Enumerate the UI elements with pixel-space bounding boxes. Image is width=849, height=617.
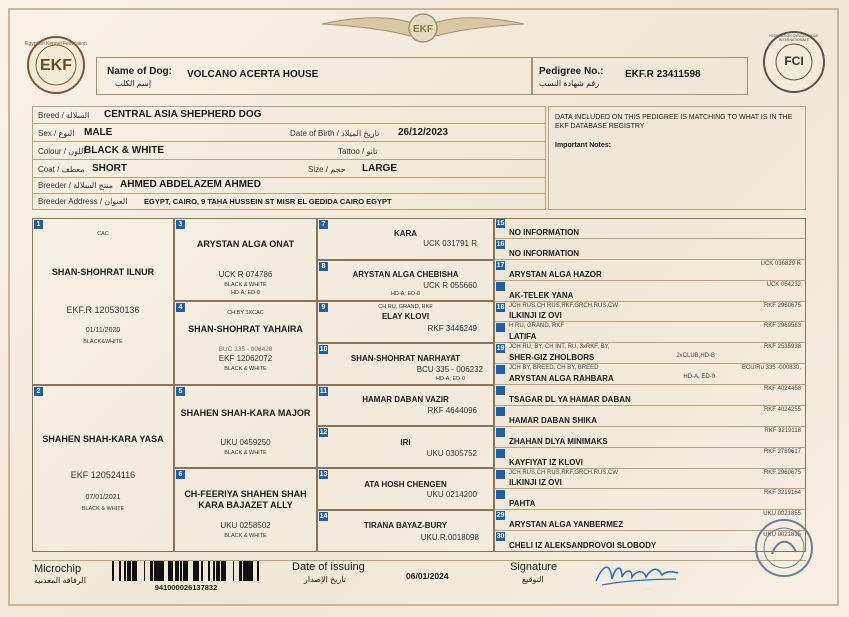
ancestor-name: SHAN-SHOHRAT YAHAIRA [188, 324, 303, 334]
breeder-value: AHMED ABDELAZEM AHMED [120, 179, 261, 190]
ancestor-reg: RKF 4644096 [427, 406, 477, 415]
gen4-column [494, 218, 806, 552]
ancestor-name: NO INFORMATION [509, 227, 580, 237]
ancestor-reg-2: EKF 12062072 [218, 354, 273, 363]
ancestor-number: 30 [496, 533, 505, 541]
microchip-label: Microchip [34, 563, 82, 575]
sex-row [32, 124, 546, 142]
coat-label: Coat / معطف [38, 165, 85, 174]
ancestor-number [496, 282, 505, 291]
gen4-ancestor [494, 281, 806, 302]
ancestor-reg: RKF 4024458 [763, 386, 801, 392]
ancestor-reg: BCU 335 - 006232 [416, 365, 483, 374]
ancestor-number: 6 [176, 470, 185, 479]
ancestor-reg: BUC 335 - 006428 [218, 346, 273, 353]
ancestor-title: JCH RU, BY, CH INT, RU, 3xRKF, BY, [509, 344, 610, 351]
gen3-ancestor [317, 343, 494, 385]
issue-date-value: 06/01/2024 [406, 571, 449, 581]
breeder-address-value: EGYPT, CAIRO, 9 TAHA HUSSEIN ST MISR EL GEDIDA CAIRO EGYPT [144, 197, 392, 206]
ancestor-reg: UKU 0021855 [763, 511, 801, 518]
breeder-address-label: Breeder Address / العنوان [38, 197, 128, 206]
gen4-ancestor [494, 343, 806, 364]
ancestor-color: BLACK & WHITE [224, 533, 267, 539]
ancestor-number [496, 407, 505, 416]
ancestor-number: 19 [496, 345, 505, 353]
ancestor-number: 12 [319, 429, 328, 436]
ancestor-name: TSAGAR DL YA HAMAR DABAN [509, 394, 631, 404]
colour-value: BLACK & WHITE [84, 145, 164, 156]
ancestor-number [496, 449, 505, 458]
ancestor-reg: RKF 2535938 [763, 344, 801, 351]
microchip-number: 941000026137832 [154, 583, 218, 592]
colour-label: Colour / اللون [38, 147, 86, 156]
coat-value: SHORT [92, 163, 127, 174]
ancestor-number [496, 490, 505, 499]
signature-icon [592, 557, 682, 589]
ancestor-reg: RKF 2960675 [763, 469, 801, 476]
gen4-ancestor [494, 239, 806, 260]
ancestor-number: 3 [176, 220, 185, 229]
ancestor-name: KARA [393, 229, 418, 238]
important-notes-label: Important Notes: [555, 142, 611, 149]
gen3-ancestor [317, 468, 494, 510]
ancestor-title: JCH RUS,CH RUS,RKF,GRCH.RUS,CW [509, 469, 619, 476]
dob-label: Date of Birth / تاريخ الميلاد [290, 129, 380, 138]
breed-label: Breed / السلالة [38, 111, 90, 120]
ancestor-title: H RU, GRAND, RKF [509, 323, 565, 330]
colour-row [32, 142, 546, 160]
notes-panel [548, 106, 806, 210]
signature-label: Signature [510, 561, 558, 573]
gen3-ancestor [317, 510, 494, 552]
ancestor-name: NO INFORMATION [509, 248, 580, 258]
ancestor-name: ILKINJI IZ OVI [509, 478, 562, 488]
ancestor-name: ARYSTAN ALGA CHEBISHA [352, 270, 459, 279]
ancestor-name: ILKINJI IZ OVI [509, 311, 562, 321]
ancestor-name: ARYSTAN ALGA RAHBARA [509, 374, 614, 383]
winged-emblem-icon [318, 10, 528, 46]
ancestor-reg: RKF 2960675 [763, 302, 801, 309]
ancestor-number [496, 386, 505, 395]
stamp-seal-icon [752, 516, 816, 580]
gen4-ancestor [494, 406, 806, 427]
ancestor-reg: RKF 3446249 [427, 324, 477, 333]
gen3-ancestor [317, 260, 494, 301]
gen4-ancestor [494, 364, 806, 385]
ancestor-reg: RKF 2789617 [763, 448, 801, 455]
ancestor-number: 11 [319, 388, 328, 395]
gen2-ancestor [174, 301, 317, 385]
sex-label: Sex / النوع [38, 129, 75, 138]
pedigree-number: EKF.R 23411598 [625, 69, 701, 80]
ancestor-number: 9 [319, 303, 328, 312]
ancestor-name: SHER-GIZ ZHOLBORS [509, 353, 595, 363]
ancestor-reg: RKF 3219164 [763, 490, 801, 497]
gen4-ancestor [494, 260, 806, 281]
ancestor-name: ARYSTAN ALGA YANBERMEZ [509, 520, 624, 530]
ancestor-name: CHELI IZ ALEKSANDROVOI SLOBODY [509, 541, 657, 550]
issue-date-label-ar: تاريخ الإصدار [304, 575, 347, 584]
gen4-ancestor [494, 302, 806, 323]
ancestor-name: SHAN-SHOHRAT ILNUR [51, 267, 155, 277]
breed-row [32, 106, 546, 124]
ancestor-number: 14 [319, 513, 328, 520]
ancestor-name: HAMAR DABAN VAZIR [362, 395, 449, 404]
gen3-ancestor [317, 426, 494, 468]
ancestor-name: ARYSTAN ALGA HAZOR [509, 269, 602, 279]
ancestor-reg: UKU 0459250 [220, 438, 271, 447]
breeder-label: Breeder / منتج السلالة [38, 181, 113, 190]
gen1-sire [32, 218, 174, 385]
ancestor-name: TIRANA BAYAZ-BURY [363, 521, 448, 530]
ancestor-name: IRI [400, 438, 411, 447]
ekf-logo-ring-text: Egyptian Kennel Federation [25, 41, 87, 47]
fci-logo-text: FCI [784, 54, 804, 68]
footer [32, 560, 806, 597]
ancestor-name: SHAN-SHOHRAT NARHAYAT [350, 354, 461, 363]
tattoo-label: Tattoo / تاتو [338, 147, 378, 156]
dog-name-box [96, 57, 532, 95]
ancestor-number [496, 323, 505, 332]
ancestor-color: BLACK & WHITE [224, 366, 267, 372]
ancestor-title: JCH RUS,CH RUS,RKF,GRCH.RUS,CW [509, 302, 619, 309]
fci-logo [762, 30, 826, 94]
ancestor-reg: RKF 3219118 [764, 427, 801, 434]
ancestor-number: 1 [34, 220, 43, 229]
ancestor-name: KAYFIYAT IZ KLOVI [509, 457, 583, 467]
ancestor-number: 5 [176, 387, 185, 396]
ancestor-name: ZHAHAN DLYA MINIMAKS [509, 436, 608, 446]
ancestor-dob: 07/01/2021 [85, 494, 121, 501]
ancestor-name: SHAHEN SHAH-KARA MAJOR [180, 408, 311, 418]
gen3-ancestor [317, 301, 494, 343]
ancestor-reg: UCK R 055660 [423, 281, 477, 290]
ancestor-health: HD-A, ED-0 [683, 374, 715, 380]
ekf-logo-text: EKF [40, 57, 72, 74]
ancestor-name: HAMAR DABAN SHIKA [509, 415, 597, 425]
ancestor-color: BLACK & WHITE [224, 282, 267, 288]
ancestor-number: 4 [176, 303, 185, 312]
ancestor-number: 13 [319, 471, 328, 478]
gen2-ancestor [174, 468, 317, 552]
ancestor-title: CH RU, GRAND, RKF [378, 304, 433, 310]
ancestor-number: 10 [319, 346, 328, 353]
svg-text:EKF: EKF [413, 24, 433, 35]
size-value: LARGE [362, 163, 397, 174]
ancestor-reg: UCK 054232 [766, 281, 801, 288]
ancestor-reg: UKU 0258502 [220, 521, 271, 530]
ancestor-name: ARYSTAN ALGA ONAT [196, 239, 295, 249]
dob-value: 26/12/2023 [398, 127, 449, 138]
ancestor-number [496, 470, 505, 479]
ancestor-reg: UCK 036829 R [760, 260, 801, 267]
gen2-ancestor [174, 385, 317, 468]
sex-value: MALE [84, 127, 113, 138]
ancestor-number: 8 [319, 262, 328, 271]
gen4-ancestor [494, 469, 806, 490]
ancestor-reg: BCU/Ru 335 -000830, [741, 365, 801, 372]
size-label: Size / حجم [308, 165, 346, 174]
ancestor-title: JCH BY, BREED, CH BY, BREED [509, 365, 599, 372]
gen4-ancestor [494, 385, 806, 406]
name-label-ar: إسم الكلب [115, 79, 152, 88]
breeder-address-row [32, 192, 546, 210]
ancestor-name: ATA HOSH CHENGEN [364, 480, 447, 489]
gen1-dam [32, 385, 174, 552]
db-match-text: DATA INCLUDED ON THIS PEDIGREE IS MATCHING TO WHAT IS IN THE EKF DATABASE REGISTRY [555, 114, 793, 130]
ancestor-health: HD-A; ED-0 [230, 290, 261, 296]
ancestor-name: SHAHEN SHAH-KARA YASA [42, 434, 164, 444]
ancestor-reg: UKU 0305752 [426, 449, 477, 458]
gen2-ancestor [174, 218, 317, 301]
ancestor-number: 7 [319, 220, 328, 229]
dog-name: VOLCANO ACERTA HOUSE [187, 69, 319, 80]
fci-logo-ring-text: FEDERATION CYNOLOGIQUE INTERNATIONALE [769, 34, 819, 42]
microchip-barcode-icon [112, 561, 260, 581]
pedigree-label: Pedigree No.: [539, 66, 604, 77]
pedigree-label-ar: رقم شهادة النسب [539, 79, 600, 88]
ancestor-health: HD-A; ED-0 [435, 376, 465, 382]
signature-label-ar: التوقيع [522, 575, 544, 584]
ancestor-number [496, 428, 505, 437]
ancestor-number: 2 [34, 387, 43, 396]
ancestor-dob: 01/11/2020 [85, 327, 121, 334]
ancestor-title: CH.BY 3XCAC [227, 310, 264, 316]
ancestor-color: BLACK & WHITE [81, 506, 125, 512]
ancestor-color: BLACK&WHITE [83, 339, 123, 345]
ancestor-name: PAHTA [509, 499, 536, 509]
ancestor-number: 17 [496, 261, 505, 269]
ancestor-name: AK-TELEK YANA [509, 290, 574, 300]
gen4-ancestor [494, 448, 806, 469]
gen4-ancestor [494, 427, 806, 448]
gen4-ancestor [494, 218, 806, 239]
gen3-ancestor [317, 385, 494, 426]
ancestor-number: 16 [496, 240, 505, 248]
microchip-label-ar: الرقاقه المعدنيه [34, 576, 86, 585]
ancestor-title: CAC [97, 231, 109, 237]
ekf-logo [20, 35, 92, 95]
gen4-ancestor [494, 322, 806, 343]
pedigree-no-box [532, 57, 748, 95]
ancestor-number: 15 [496, 220, 505, 227]
gen4-ancestor [494, 489, 806, 510]
ancestor-reg: UKU.R.0018098 [420, 533, 479, 542]
gen3-ancestor [317, 218, 494, 260]
ancestor-reg: EKF.R 120530136 [66, 305, 140, 315]
ancestor-number: 18 [496, 303, 505, 311]
issue-date-label: Date of issuing [292, 561, 365, 573]
ancestor-name: LATIFA [509, 332, 537, 342]
ancestor-reg: EKF 120524116 [70, 470, 136, 480]
ancestor-reg: RKF 4024255 [763, 406, 801, 413]
ancestor-reg: RKF 2969563 [763, 323, 801, 330]
ancestor-name: CH-FEERIYA SHAHEN SHAH KARA BAJAZET ALLY [184, 489, 307, 510]
ancestor-color: BLACK & WHITE [224, 450, 267, 456]
ancestor-reg: UCK R 074786 [218, 270, 273, 279]
breed-value: CENTRAL ASIA SHEPHERD DOG [104, 109, 262, 120]
ancestor-number [496, 365, 505, 374]
ancestor-health: 2xCLUB,HD-B [676, 353, 715, 360]
ancestor-reg: UCK 031791 R [423, 239, 477, 248]
ancestor-reg: UKU 0214200 [426, 490, 477, 499]
name-label: Name of Dog: [107, 66, 172, 77]
ancestor-health: HD-A; ED-0 [390, 291, 421, 297]
ancestor-name: ELAY KLOVI [381, 312, 430, 321]
ancestor-number: 29 [496, 512, 505, 520]
ancestor-reg: UKU 0021835 [763, 532, 801, 539]
